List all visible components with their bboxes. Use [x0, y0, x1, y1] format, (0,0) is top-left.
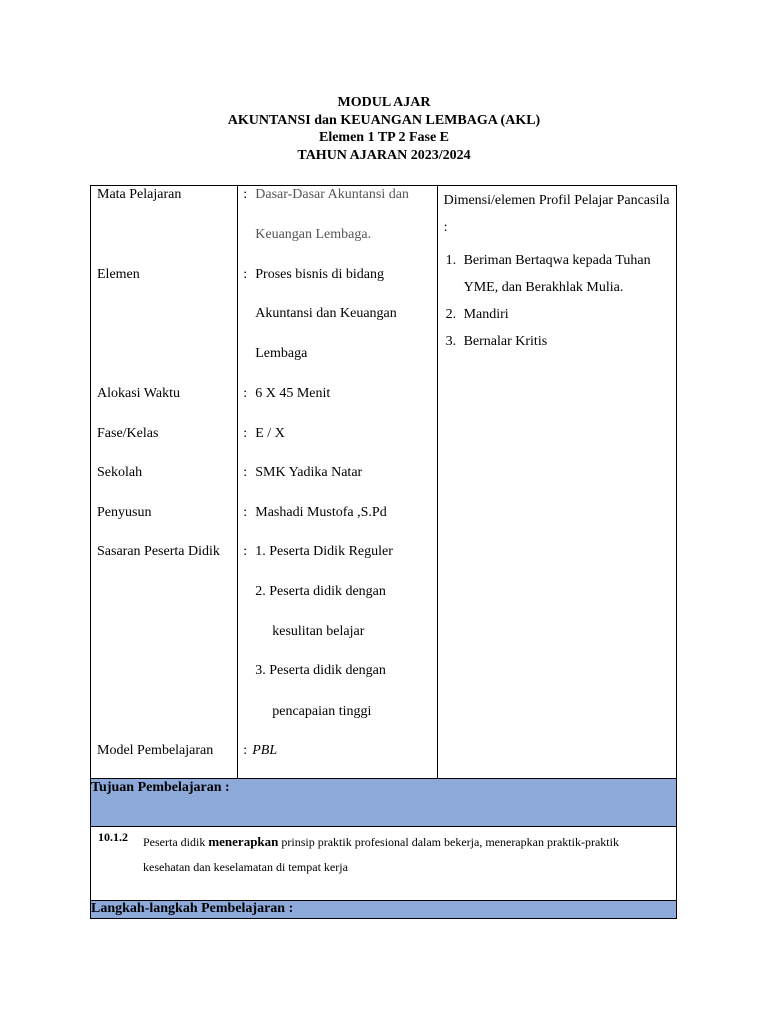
label-alokasi-waktu: Alokasi Waktu — [97, 386, 180, 401]
colon: : — [243, 544, 248, 559]
value-sasaran-2b: kesulitan belajar — [272, 624, 365, 639]
colon: : — [243, 465, 248, 480]
value-model: PBL — [252, 743, 278, 758]
value-sasaran-3b: pencapaian tinggi — [272, 704, 372, 719]
colon: : — [243, 267, 248, 282]
value-sasaran-3a: 3. Peserta didik dengan — [255, 663, 386, 678]
header-title: MODUL AJAR — [337, 95, 431, 110]
module-table — [90, 185, 677, 919]
identity-values-cell — [238, 186, 437, 779]
label-penyusun: Penyusun — [97, 505, 152, 520]
identity-labels-cell — [91, 186, 238, 779]
label-model: Model Pembelajaran — [97, 743, 214, 758]
colon: : — [243, 743, 248, 758]
label-mata-pelajaran: Mata Pelajaran — [97, 187, 182, 202]
label-fase-kelas: Fase/Kelas — [97, 426, 159, 441]
value-sasaran-2a: 2. Peserta didik dengan — [255, 584, 386, 599]
tp-text: Peserta didik menerapkan prinsip praktik profesional dalam bekerja, menerapkan praktik-praktik kesehatan dan keselamatan di tempat kerja — [143, 834, 619, 874]
label-sekolah: Sekolah — [97, 465, 143, 480]
colon: : — [243, 187, 248, 202]
list-item: 1. Beriman Bertaqwa kepada Tuhan YME, dan Berakhlak Mulia. — [445, 253, 651, 295]
label-sasaran: Sasaran Peserta Didik — [97, 544, 220, 559]
tujuan-heading: Tujuan Pembelajaran : — [91, 779, 677, 827]
value-mata-pelajaran-1: Dasar-Dasar Akuntansi dan — [255, 187, 409, 202]
colon: : — [243, 386, 248, 401]
colon: : — [243, 505, 248, 520]
value-elemen-3: Lembaga — [255, 346, 308, 361]
label-elemen: Elemen — [97, 267, 140, 282]
value-elemen-1: Proses bisnis di bidang — [255, 267, 384, 282]
header-element: Elemen 1 TP 2 Fase E — [318, 130, 450, 145]
profil-list — [438, 247, 676, 355]
value-sekolah: SMK Yadika Natar — [255, 465, 363, 480]
value-penyusun: Mashadi Mustofa ,S.Pd — [255, 505, 387, 520]
langkah-heading: Langkah-langkah Pembelajaran : — [91, 901, 677, 919]
value-elemen-2: Akuntansi dan Keuangan — [255, 306, 397, 321]
list-item: 2. Mandiri — [445, 307, 509, 322]
value-alokasi-waktu: 6 X 45 Menit — [255, 386, 331, 401]
list-item: 3. Bernalar Kritis — [445, 334, 548, 349]
profil-title: Dimensi/elemen Profil Pelajar Pancasila : — [443, 193, 670, 235]
tp-code: 10.1.2 — [98, 830, 128, 844]
header-subject: AKUNTANSI dan KEUANGAN LEMBAGA (AKL) — [227, 112, 541, 128]
value-mata-pelajaran-2: Keuangan Lembaga. — [255, 227, 372, 242]
value-sasaran-1: 1. Peserta Didik Reguler — [255, 544, 393, 559]
tujuan-content-cell — [91, 827, 677, 901]
value-fase-kelas: E / X — [255, 426, 285, 441]
profil-pancasila-cell — [437, 186, 676, 779]
colon: : — [243, 426, 248, 441]
document-header — [0, 94, 768, 164]
header-year: TAHUN AJARAN 2023/2024 — [297, 147, 471, 163]
